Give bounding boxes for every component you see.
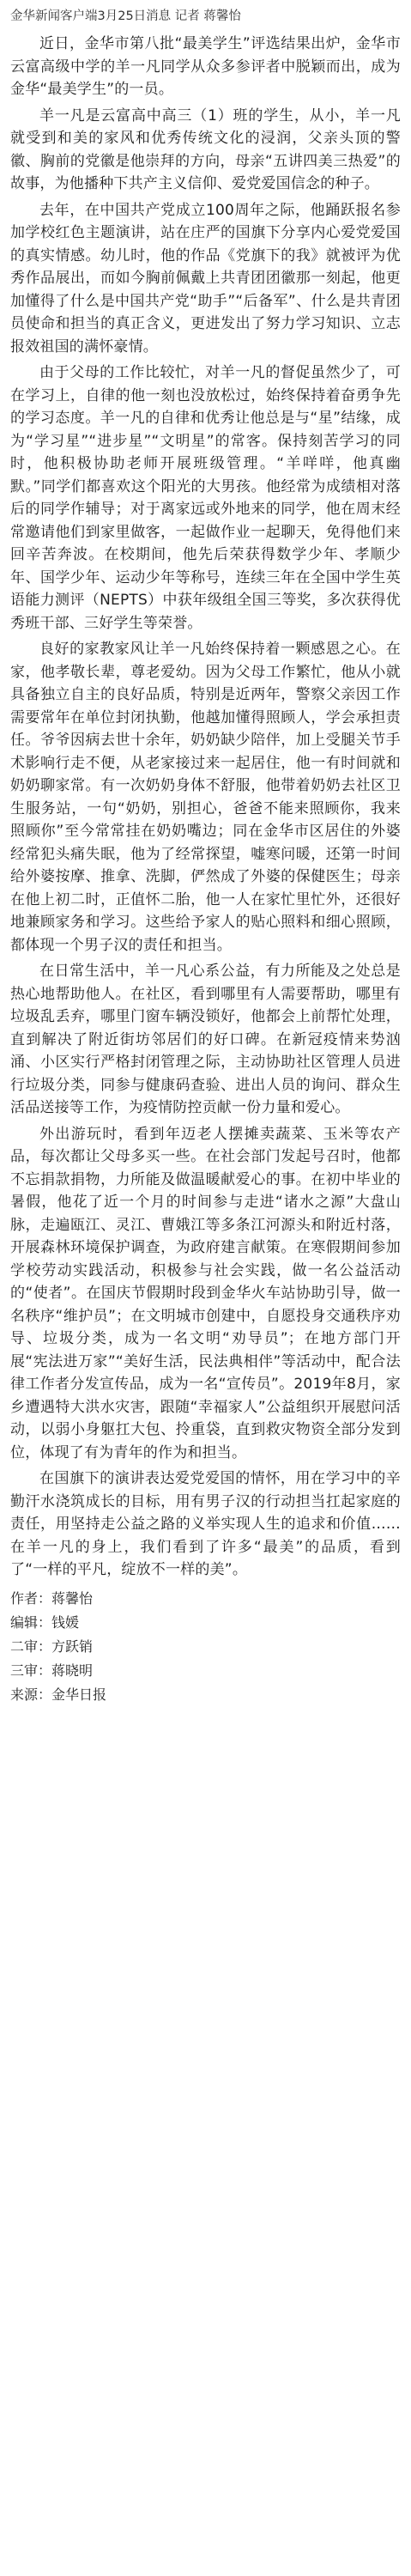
second-review-credit: 二审：方跃销 [10,1637,94,1655]
paragraph-intro: 近日，金华市第八批“最美学生”评选结果出炉，金华市云富高级中学的羊一凡同学从众多参评者中脱颖而出，成为金华“最美学生”的一员。 [10,35,401,98]
paragraph-family-background: 羊一凡是云富高中高三（1）班的学生，从小，羊一凡就受到和美的家风和优秀传统文化的浸润，父亲头顶的警徽、胸前的党徽是他崇拜的方向，母亲“五讲四美三热爱”的故事，为他播种下共产主义信仰、爱党爱国信念的种子。 [10,106,401,192]
author-credit: 作者：蒋馨怡 [10,1589,94,1607]
third-review-credit: 三审：蒋晓明 [10,1662,94,1679]
paragraph-study-achievements: 由于父母的工作比较忙，对羊一凡的督促虽然少了，可在学习上，自律的他一刻也没放松过，始终保持着奋勇争先的学习态度。羊一凡的自律和优秀让他总是与“星”结缘，成为“学习星”“进步星”“文明星”的常客。保持刻苦学习的同时，他积极协助老师开展班级管理。“羊咩咩，他真幽默。”同学们都喜欢这个阳光的大男孩。他经常为成绩相对落后的同学作辅导；对于离家远或外地来的同学，他在周末经常邀请他们到家里做客，一起做作业一起聊天，免得他们来回辛苦奔波。在校期间，他先后荣获得数学少年、孝顺少年、国学少年、运动少年等称号，连续三年在全国中学生英语能力测评（NEPTS）中获年级组全国三等奖，多次获得优秀班干部、三好学生等荣誉。 [10,364,401,632]
editor-credit: 编辑：钱媛 [10,1613,80,1631]
paragraph-family-care: 良好的家教家风让羊一凡始终保持着一颗感恩之心。在家，他孝敬长辈，尊老爱幼。因为父母工作繁忙，他从小就具备独立自主的良好品质，特别是近两年，警察父亲因工作需要常年在单位封闭执勤，他越加懂得照顾人，学会承担责任。爷爷因病去世十余年，奶奶缺少陪伴，加上受腿关节手术影响行走不便，从老家接过来一起居住，他一有时间就和奶奶聊家常。有一次奶奶身体不舒服，他带着奶奶去社区卫生服务站，一句“奶奶，别担心，爸爸不能来照顾你，我来照顾你”至今常常挂在奶奶嘴边；同在金华市区居住的外婆经常犯头痛失眠，他为了经常探望，嘘寒问暖，还第一时间给外婆按摩、推拿、洗脚，俨然成了外婆的保健医生；母亲在他上初二时，正值怀二胎，他一人在家忙里忙外，还很好地兼顾家务和学习。这些给予家人的贴心照料和细心照顾，都体现一个男子汉的责任和担当。 [10,641,401,954]
credits [10,1587,401,1707]
paragraph-party-centennial: 去年，在中国共产党成立100周年之际，他踊跃报名参加学校红色主题演讲，站在庄严的国旗下分享内心爱党爱国的真实情感。幼儿时，他的作品《党旗下的我》就被评为优秀作品展出，而如今胸前佩戴上共青团团徽那一刻起，他更加懂得了什么是中国共产党“助手”“后备军”、什么是共青团员使命和担当的真正含义，更进发出了努力学习知识、立志报效祖国的满怀豪情。 [10,201,401,355]
source-credit: 来源：金华日报 [10,1686,107,1703]
paragraph-community-service: 在日常生活中，羊一凡心系公益，有力所能及之处总是热心地帮助他人。在社区，看到哪里有人需要帮助，哪里有垃圾乱丢弃，哪里门窗车辆没锁好，他都会上前帮忙处理，直到解决了附近街坊邻居们的好口碑。在新冠疫情来势汹涌、小区实行严格封闭管理之际，主动协助社区管理人员进行垃圾分类，同参与健康码查验、进出人员的询问、群众生活品送接等工作，为疫情防控贡献一份力量和爱心。 [10,963,401,1116]
dateline: 金华新闻客户端3月25日消息 记者 蒋馨怡 [10,9,241,23]
paragraph-volunteer-activities: 外出游玩时，看到年迈老人摆摊卖蔬菜、玉米等农产品，每次都让父母多买一些。在社会部门发起号召时，他都不忘捐款捐物，力所能及做温暖献爱心的事。在初中毕业的暑假，他花了近一个月的时间参与走进“诸水之源”大盘山脉，走遍瓯江、灵江、曹娥江等多条江河源头和附近村落，开展森林环境保护调查，为政府建言献策。在寒假期间参加学校劳动实践活动，积极参与社会实践，做一名公益活动的“使者”。在国庆节假期时段到金华火车站协助引导，做一名秩序“维护员”；在文明城市创建中，自愿投身交通秩序劝导、垃圾分类，成为一名文明“劝导员”；在地方部门开展“宪法进万家”“美好生活，民法典相伴”等活动中，配合法律工作者分发宣传品，成为一名“宣传员”。2019年8月，家乡遭遇特大洪水灾害，跟随“幸福家人”公益组织开展慰问活动，以弱小身躯扛大包、拎重袋，直到救灾物资全部分发到位，体现了有为青年的作为和担当。 [10,1125,401,1461]
paragraph-conclusion: 在国旗下的演讲表达爱党爱国的情怀，用在学习中的辛勤汗水浇筑成长的目标，用有男子汉的行动担当扛起家庭的责任，用坚持走公益之路的义举实现人生的追求和价值……在羊一凡的身上，我们看到了许多“最美”的品质，看到了“一样的平凡，绽放不一样的美”。 [10,1470,401,1578]
